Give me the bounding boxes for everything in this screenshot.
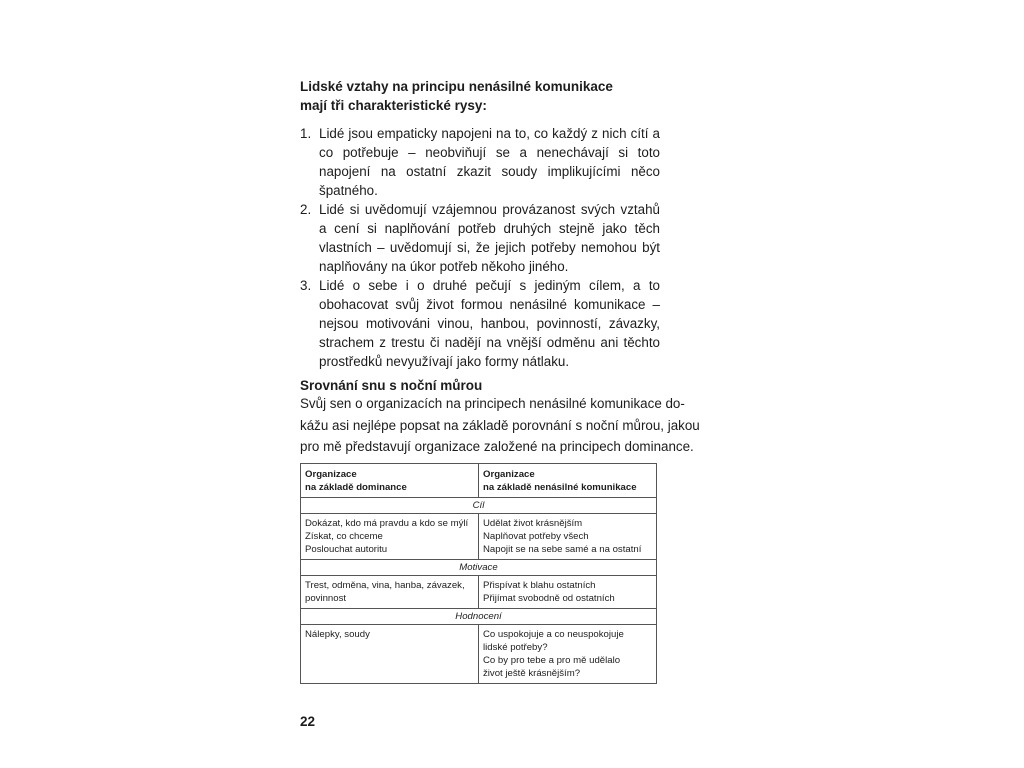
list-item-text: Lidé o sebe i o druhé pečují s jediným cílem, a to obohacovat svůj život formou nenásilné komunikace – nejsou motivováni vinou, hanbou, povinností, závazky, strachem z trestu či nadějí na vnější odměnu ani těchto prostředků nevyužívají jako formy nátlaku. (319, 278, 660, 369)
section-label: Hodnocení (301, 609, 657, 625)
cell-line: Co uspokojuje a co neuspokojuje (483, 629, 624, 640)
cell-line: Napojit se na sebe samé a na ostatní (483, 544, 642, 555)
cell-line: Co by pro tebe a pro mě udělalo (483, 655, 621, 666)
table-cell (479, 514, 657, 560)
list-item (300, 276, 660, 371)
table-row (301, 514, 657, 560)
heading-line-2: mají tři charakteristické rysy: (300, 98, 487, 113)
table-cell (301, 514, 479, 560)
cell-line: Přispívat k blahu ostatních (483, 580, 596, 591)
list-item-text: Lidé jsou empaticky napojeni na to, co každý z nich cítí a co potřebuje – neobviňují se a nenechávají si toto napojení na ostatní zkazit soudy implikujícími něco špatného. (319, 126, 660, 198)
table-row (301, 625, 657, 684)
paragraph-line: Svůj sen o organizacích na principech nenásilné komunikace do- (300, 396, 685, 411)
list-item (300, 200, 660, 276)
cell-line: Poslouchat autoritu (305, 544, 388, 555)
header-line: na základě nenásilné komunikace (483, 482, 637, 493)
paragraph-line: kážu asi nejlépe popsat na základě porovnání s noční můrou, jakou (300, 417, 700, 433)
header-line: Organizace (483, 469, 535, 480)
cell-line: Získat, co chceme (305, 531, 383, 542)
section-title: Srovnání snu s noční můrou (300, 378, 483, 393)
cell-line: Dokázat, kdo má pravdu a kdo se mýlí (305, 518, 469, 529)
table-header-row (301, 464, 657, 498)
list-item-number: 2. (300, 202, 312, 217)
section-label: Cíl (301, 498, 657, 514)
list-item-text: Lidé si uvědomují vzájemnou provázanost svých vztahů a cení si naplňování potřeb druhých stejně jako těch vlastních – uvědomují si, že jejich potřeby nemohou být naplňovány na úkor potřeb někoho jiného. (319, 202, 660, 274)
table-header-cell (301, 464, 479, 498)
header-line: Organizace (305, 469, 357, 480)
cell-line: povinnost (305, 593, 347, 604)
cell-line: Přijímat svobodně od ostatních (483, 593, 615, 604)
table-section-row (301, 560, 657, 576)
comparison-table (300, 463, 657, 684)
table-cell (301, 625, 479, 684)
section-label: Motivace (301, 560, 657, 576)
table-section-row (301, 609, 657, 625)
section-paragraph (300, 393, 700, 458)
heading (300, 77, 660, 115)
table-cell (479, 576, 657, 609)
table-cell (479, 625, 657, 684)
cell-line: Trest, odměna, vina, hanba, závazek, (305, 580, 465, 591)
table-header-cell (479, 464, 657, 498)
cell-line: Naplňovat potřeby všech (483, 531, 589, 542)
cell-line: Udělat život krásnějším (483, 518, 583, 529)
characteristics-list (300, 124, 660, 371)
table-cell (301, 576, 479, 609)
page-number: 22 (300, 714, 316, 729)
header-line: na základě dominance (305, 482, 407, 493)
heading-line-1: Lidské vztahy na principu nenásilné komunikace (300, 79, 613, 94)
cell-line: Nálepky, soudy (305, 629, 370, 640)
cell-line: život ještě krásnějším? (483, 668, 581, 679)
list-item-number: 3. (300, 278, 312, 293)
list-item-number: 1. (300, 126, 312, 141)
table-row (301, 576, 657, 609)
cell-line: lidské potřeby? (483, 642, 548, 653)
table-section-row (301, 498, 657, 514)
list-item (300, 124, 660, 200)
paragraph-line: pro mě představují organizace založené na principech dominance. (300, 439, 694, 454)
